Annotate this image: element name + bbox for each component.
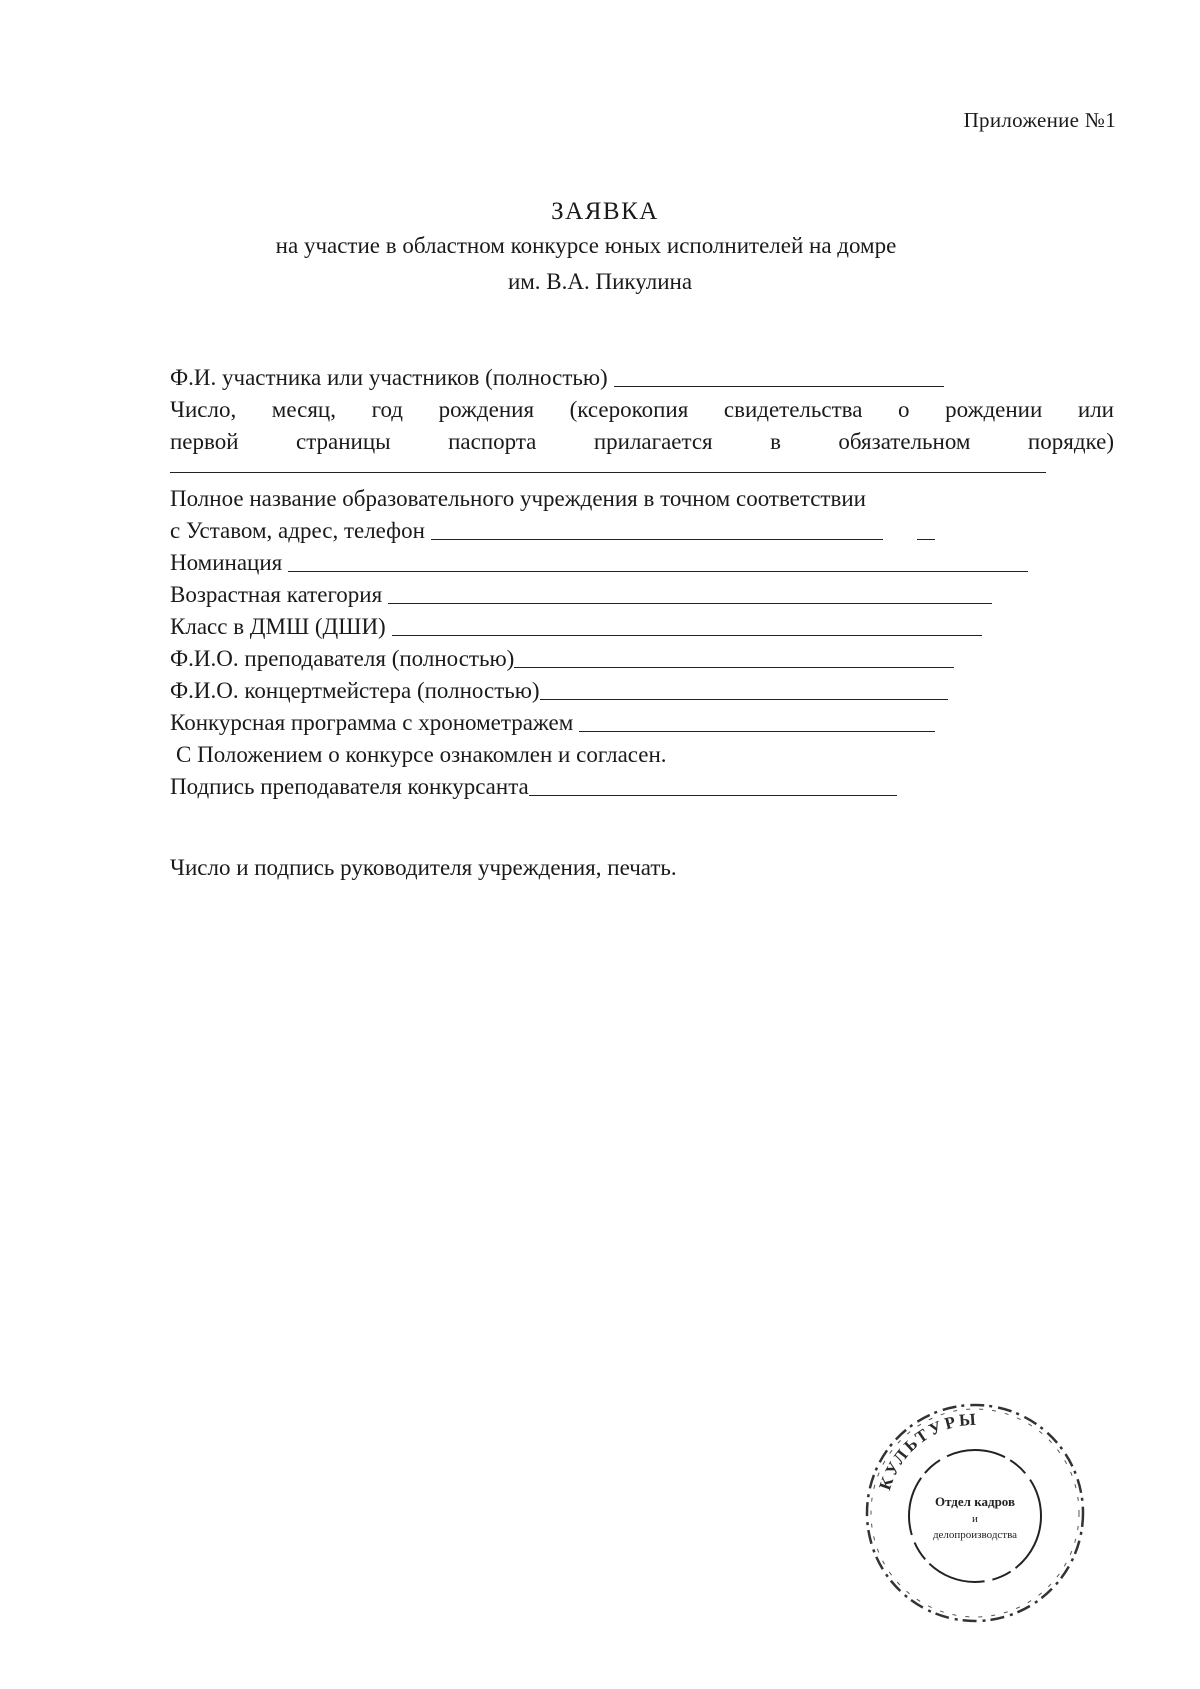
application-form xyxy=(170,362,1114,803)
institution-field[interactable] xyxy=(431,539,883,540)
agreement-row xyxy=(170,739,1114,771)
age-category-field[interactable] xyxy=(388,603,992,604)
stamp-center-line1: Отдел кадров xyxy=(934,1494,1016,1509)
stamp-ring-text: КУЛЬТУРЫ xyxy=(875,1409,980,1493)
official-stamp xyxy=(860,1398,1090,1628)
agreement-text: С Положением о конкурсе ознакомлен и согласен. xyxy=(176,742,667,767)
age-category-row xyxy=(170,579,1114,611)
birth-date-label-line2: первой страницы паспорта прилагается в обязательном порядке) xyxy=(170,429,1114,454)
accompanist-label: Ф.И.О. концертмейстера (полностью) xyxy=(170,678,540,703)
birth-date-label-line1: Число, месяц, год рождения (ксерокопия свидетельства о рождении или xyxy=(170,397,1114,422)
participant-name-label: Ф.И. участника или участников (полностью) xyxy=(170,365,608,390)
teacher-field[interactable] xyxy=(514,667,954,668)
birth-date-field[interactable] xyxy=(170,458,1046,473)
age-category-label: Возрастная категория xyxy=(170,582,383,607)
institution-field-tail[interactable] xyxy=(917,539,935,540)
program-label: Конкурсная программа с хронометражем xyxy=(170,710,574,735)
director-signature-text: Число и подпись руководителя учреждения, печать. xyxy=(170,855,677,880)
appendix-label: Приложение №1 xyxy=(963,108,1116,132)
document-subtitle-line1: на участие в областном конкурсе юных исполнителей на домре xyxy=(275,233,897,258)
institution-label-line1: Полное название образовательного учреждения в точном соответствии xyxy=(170,486,866,511)
institution-row-2 xyxy=(170,515,1114,547)
participant-name-row xyxy=(170,362,1114,394)
teacher-signature-row xyxy=(170,771,1114,803)
program-row xyxy=(170,707,1114,739)
institution-row-1 xyxy=(170,483,1114,515)
class-row xyxy=(170,611,1114,643)
nomination-label: Номинация xyxy=(170,550,283,575)
document-title: ЗАЯВКА xyxy=(551,198,659,225)
accompanist-row xyxy=(170,675,1114,707)
teacher-label: Ф.И.О. преподавателя (полностью) xyxy=(170,646,515,671)
class-label: Класс в ДМШ (ДШИ) xyxy=(170,614,386,639)
teacher-row xyxy=(170,643,1114,675)
program-field[interactable] xyxy=(579,731,935,732)
accompanist-field[interactable] xyxy=(540,699,948,700)
stamp-center-line2: и xyxy=(972,1513,978,1525)
nomination-row xyxy=(170,547,1114,579)
participant-name-field[interactable] xyxy=(614,386,944,387)
title-block xyxy=(0,198,1200,298)
class-field[interactable] xyxy=(392,635,982,636)
stamp-center-line3: делопроизводства xyxy=(932,1529,1018,1541)
stamp-graphic xyxy=(860,1398,1090,1628)
nomination-field[interactable] xyxy=(288,571,1028,572)
institution-label-line2: с Уставом, адрес, телефон xyxy=(170,518,425,543)
document-subtitle-line2: им. В.А. Пикулина xyxy=(507,269,693,294)
teacher-signature-field[interactable] xyxy=(529,795,897,796)
teacher-signature-label: Подпись преподавателя конкурсанта xyxy=(170,774,529,799)
